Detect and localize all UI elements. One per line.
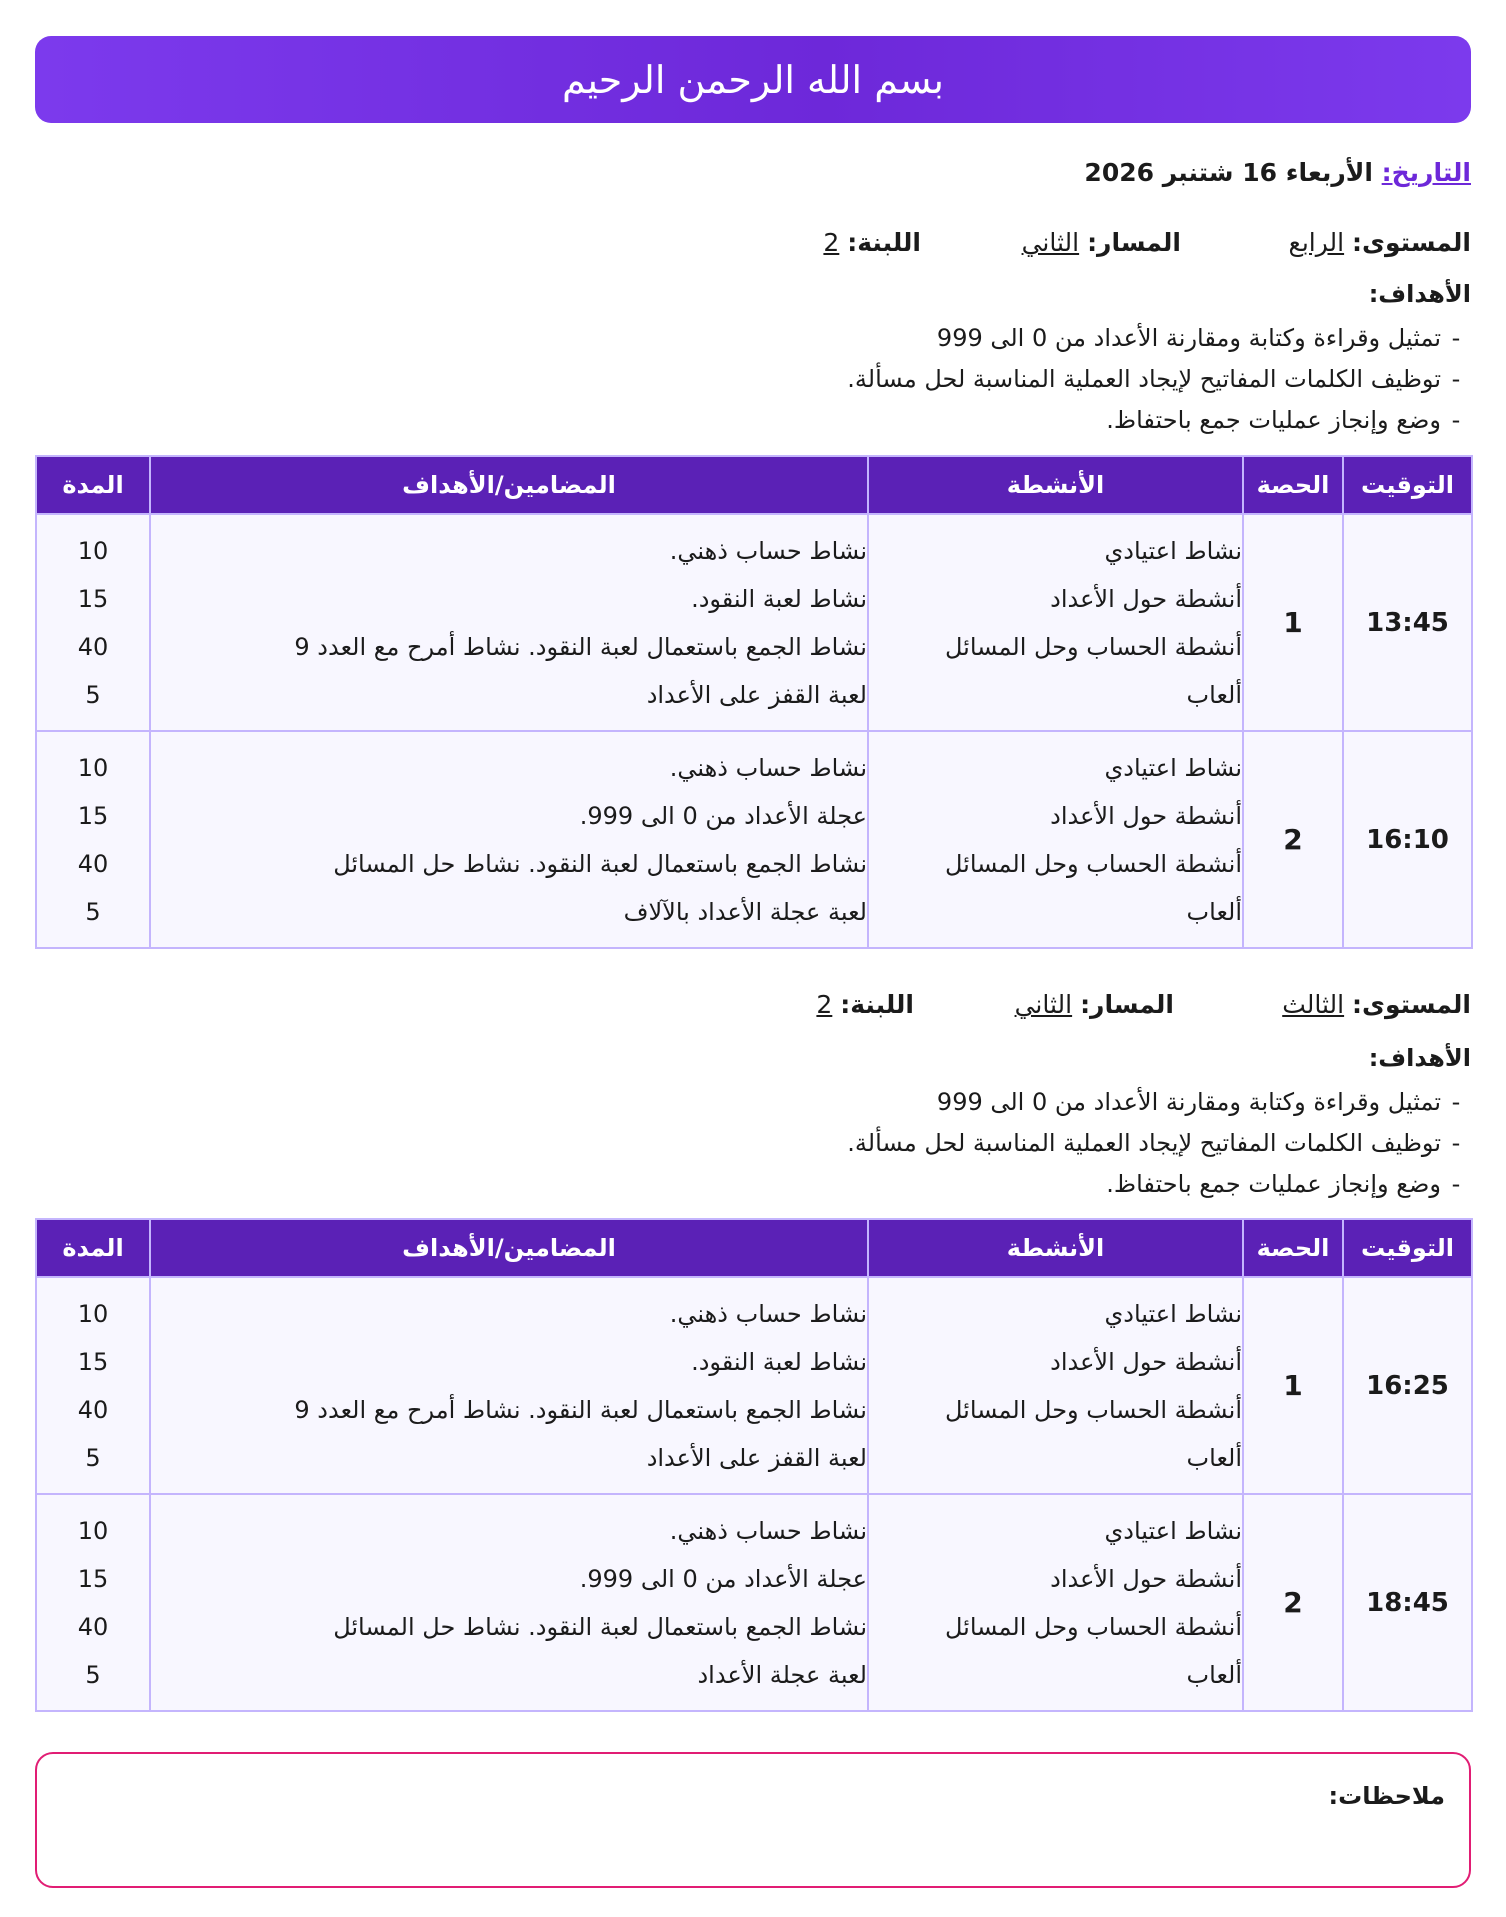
goals-list — [847, 1082, 1471, 1205]
brick-field: اللبنة: 2 — [816, 990, 914, 1019]
goals-title: الأهداف: — [1368, 1044, 1471, 1072]
session-cell: 2 — [1243, 1494, 1343, 1711]
date-line — [1084, 158, 1471, 187]
section-meta — [35, 228, 1471, 262]
track-value: الثاني — [1021, 228, 1080, 257]
goal-item: -تمثيل وقراءة وكتابة ومقارنة الأعداد من 0 الى 999 — [936, 324, 1461, 352]
time-cell: 18:45 — [1343, 1494, 1472, 1711]
time-cell: 13:45 — [1343, 514, 1472, 731]
header-session: الحصة — [1243, 1219, 1343, 1277]
header-contents: المضامين/الأهداف — [150, 456, 868, 514]
level-field: المستوى: الرابع — [1288, 228, 1471, 257]
header-activities: الأنشطة — [868, 456, 1243, 514]
table-row — [36, 514, 1472, 731]
date-value: الأربعاء 16 شتنبر 2026 — [1084, 158, 1373, 187]
track-value: الثاني — [1014, 990, 1073, 1019]
schedule-table — [35, 455, 1473, 949]
contents-cell: نشاط حساب ذهني. نشاط لعبة النقود. نشاط الجمع باستعمال لعبة النقود. نشاط أمرح مع العدد 9 لعبة القفز على الأعداد — [150, 514, 868, 731]
table-row — [36, 1494, 1472, 1711]
activities-cell: نشاط اعتيادي أنشطة حول الأعداد أنشطة الحساب وحل المسائل ألعاب — [868, 1494, 1243, 1711]
header-duration: المدة — [36, 456, 150, 514]
goal-item: -توظيف الكلمات المفاتيح لإيجاد العملية المناسبة لحل مسألة. — [847, 365, 1461, 393]
activities-cell: نشاط اعتيادي أنشطة حول الأعداد أنشطة الحساب وحل المسائل ألعاب — [868, 731, 1243, 948]
session-cell: 1 — [1243, 1277, 1343, 1494]
time-cell: 16:10 — [1343, 731, 1472, 948]
brick-field: اللبنة: 2 — [823, 228, 921, 257]
header-time: التوقيت — [1343, 1219, 1472, 1277]
notes-box[interactable] — [35, 1752, 1471, 1888]
duration-cell: 10 15 40 5 — [36, 1277, 150, 1494]
goals-list — [847, 318, 1471, 441]
activities-cell: نشاط اعتيادي أنشطة حول الأعداد أنشطة الحساب وحل المسائل ألعاب — [868, 1277, 1243, 1494]
header-time: التوقيت — [1343, 456, 1472, 514]
duration-cell: 10 15 40 5 — [36, 514, 150, 731]
level-value: الرابع — [1288, 228, 1345, 257]
schedule-table — [35, 1218, 1473, 1712]
table-row — [36, 731, 1472, 948]
activities-cell: نشاط اعتيادي أنشطة حول الأعداد أنشطة الحساب وحل المسائل ألعاب — [868, 514, 1243, 731]
contents-cell: نشاط حساب ذهني. عجلة الأعداد من 0 الى 999. نشاط الجمع باستعمال لعبة النقود. نشاط حل المسائل لعبة عجلة الأعداد بالآلاف — [150, 731, 868, 948]
basmala-banner — [35, 36, 1471, 123]
track-field: المسار: الثاني — [1014, 990, 1174, 1019]
level-field: المستوى: الثالث — [1282, 990, 1471, 1019]
goals-title: الأهداف: — [1368, 280, 1471, 308]
goal-item: -وضع وإنجاز عمليات جمع باحتفاظ. — [1106, 1170, 1461, 1198]
contents-cell: نشاط حساب ذهني. عجلة الأعداد من 0 الى 999. نشاط الجمع باستعمال لعبة النقود. نشاط حل المسائل لعبة عجلة الأعداد — [150, 1494, 868, 1711]
table-row — [36, 1277, 1472, 1494]
header-session: الحصة — [1243, 456, 1343, 514]
session-cell: 2 — [1243, 731, 1343, 948]
goal-item: -توظيف الكلمات المفاتيح لإيجاد العملية المناسبة لحل مسألة. — [847, 1129, 1461, 1157]
track-field: المسار: الثاني — [1021, 228, 1181, 257]
date-label: التاريخ: — [1381, 158, 1471, 187]
brick-value: 2 — [816, 990, 833, 1019]
goal-item: -وضع وإنجاز عمليات جمع باحتفاظ. — [1106, 406, 1461, 434]
contents-cell: نشاط حساب ذهني. نشاط لعبة النقود. نشاط الجمع باستعمال لعبة النقود. نشاط أمرح مع العدد 9 لعبة القفز على الأعداد — [150, 1277, 868, 1494]
level-value: الثالث — [1282, 990, 1345, 1019]
notes-label: ملاحظات: — [1328, 1782, 1445, 1810]
section-meta — [35, 990, 1471, 1024]
time-cell: 16:25 — [1343, 1277, 1472, 1494]
header-activities: الأنشطة — [868, 1219, 1243, 1277]
brick-value: 2 — [823, 228, 840, 257]
duration-cell: 10 15 40 5 — [36, 1494, 150, 1711]
duration-cell: 10 15 40 5 — [36, 731, 150, 948]
goal-item: -تمثيل وقراءة وكتابة ومقارنة الأعداد من 0 الى 999 — [936, 1088, 1461, 1116]
basmala-text: بسم الله الرحمن الرحيم — [562, 57, 944, 102]
session-cell: 1 — [1243, 514, 1343, 731]
header-contents: المضامين/الأهداف — [150, 1219, 868, 1277]
header-duration: المدة — [36, 1219, 150, 1277]
